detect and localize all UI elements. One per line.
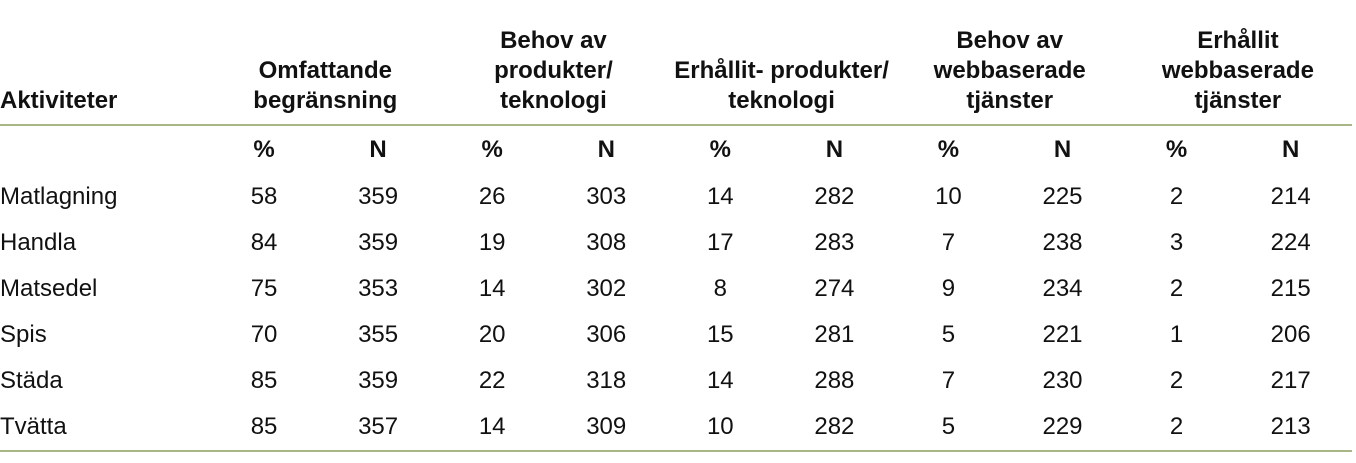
- count-cell: 306: [586, 321, 627, 348]
- count-cell: 353: [358, 275, 399, 302]
- count-cell: 281: [814, 321, 855, 348]
- percent-cell: 1: [1169, 321, 1184, 348]
- percent-cell: 70: [250, 321, 278, 348]
- count-cell: 302: [586, 275, 627, 302]
- table-row: [0, 312, 1352, 358]
- table-row: [0, 220, 1352, 266]
- percent-cell: 15: [706, 321, 734, 348]
- count-cell: 217: [1270, 367, 1311, 394]
- count-cell: 359: [358, 367, 399, 394]
- count-cell: 288: [814, 367, 855, 394]
- count-cell: 274: [814, 275, 855, 302]
- percent-cell: 5: [896, 404, 1002, 451]
- percent-cell: 7: [941, 229, 956, 256]
- unit-header: %: [253, 136, 275, 163]
- count-cell: 357: [317, 404, 440, 451]
- count-cell: 221: [1042, 321, 1083, 348]
- percent-cell: 9: [941, 275, 956, 302]
- unit-header: N: [1282, 136, 1300, 163]
- percent-cell: 2: [1169, 275, 1184, 302]
- count-cell: 318: [586, 367, 627, 394]
- activity-cell: Spis: [0, 321, 47, 348]
- count-cell: 303: [586, 183, 627, 210]
- count-cell: 214: [1270, 183, 1311, 210]
- count-cell: 359: [358, 183, 399, 210]
- unit-header-empty: [0, 125, 211, 174]
- count-cell: 283: [814, 229, 855, 256]
- unit-header: N: [597, 136, 615, 163]
- percent-cell: 84: [250, 229, 278, 256]
- unit-header: N: [369, 136, 387, 163]
- percent-cell: 22: [478, 367, 506, 394]
- count-cell: 213: [1229, 404, 1352, 451]
- percent-cell: 3: [1169, 229, 1184, 256]
- count-cell: 230: [1042, 367, 1083, 394]
- column-header-group: Behov av produkter/ teknologi: [439, 6, 667, 125]
- unit-header: %: [481, 136, 503, 163]
- percent-cell: 10: [935, 183, 962, 210]
- percent-cell: 2: [1169, 367, 1184, 394]
- count-cell: 229: [1001, 404, 1124, 451]
- activity-cell: Tvätta: [0, 404, 211, 451]
- count-cell: 355: [358, 321, 399, 348]
- table-row: [0, 358, 1352, 404]
- count-cell: 282: [773, 404, 896, 451]
- count-cell: 359: [358, 229, 399, 256]
- count-cell: 206: [1270, 321, 1311, 348]
- column-header-group: Behov av webbaserade tjänster: [896, 6, 1124, 125]
- percent-cell: 85: [211, 404, 317, 451]
- activity-cell: Städa: [0, 367, 63, 394]
- table-body: [0, 174, 1352, 451]
- count-cell: 308: [586, 229, 627, 256]
- percent-cell: 2: [1169, 183, 1184, 210]
- activity-cell: Handla: [0, 229, 77, 256]
- unit-header: %: [709, 136, 731, 163]
- percent-cell: 8: [713, 275, 727, 302]
- unit-header: %: [1165, 136, 1188, 163]
- percent-cell: 2: [1124, 404, 1230, 451]
- percent-cell: 10: [668, 404, 774, 451]
- percent-cell: 14: [706, 367, 734, 394]
- percent-cell: 5: [941, 321, 956, 348]
- count-cell: 224: [1270, 229, 1311, 256]
- percent-cell: 26: [478, 183, 506, 210]
- percent-cell: 85: [250, 367, 278, 394]
- activity-cell: Matlagning: [0, 183, 118, 210]
- percent-cell: 14: [439, 404, 545, 451]
- count-cell: 282: [814, 183, 855, 210]
- percent-cell: 20: [478, 321, 506, 348]
- percent-cell: 14: [478, 275, 506, 302]
- unit-header-row: [0, 125, 1352, 174]
- table-row: [0, 404, 1352, 451]
- count-cell: 215: [1270, 275, 1311, 302]
- count-cell: 234: [1042, 275, 1083, 302]
- column-header-group: Erhållit- produkter/ teknologi: [668, 6, 896, 125]
- count-cell: 225: [1042, 183, 1083, 210]
- percent-cell: 58: [250, 183, 278, 210]
- percent-cell: 7: [941, 367, 956, 394]
- activity-cell: Matsedel: [0, 275, 98, 302]
- unit-header: %: [937, 136, 960, 163]
- unit-header: N: [1053, 136, 1072, 163]
- table-row: [0, 266, 1352, 312]
- table-row: [0, 174, 1352, 220]
- percent-cell: 75: [250, 275, 278, 302]
- column-header-activities: Aktiviteter: [0, 6, 211, 125]
- column-header-group: Erhållit webbaserade tjänster: [1124, 6, 1352, 125]
- column-header-group: Omfattande begränsning: [211, 6, 439, 125]
- percent-cell: 17: [706, 229, 734, 256]
- count-cell: 309: [545, 404, 668, 451]
- header-row: [0, 6, 1352, 125]
- count-cell: 238: [1042, 229, 1083, 256]
- percent-cell: 14: [706, 183, 734, 210]
- unit-header: N: [825, 136, 844, 163]
- activities-table: [0, 6, 1352, 452]
- percent-cell: 19: [478, 229, 506, 256]
